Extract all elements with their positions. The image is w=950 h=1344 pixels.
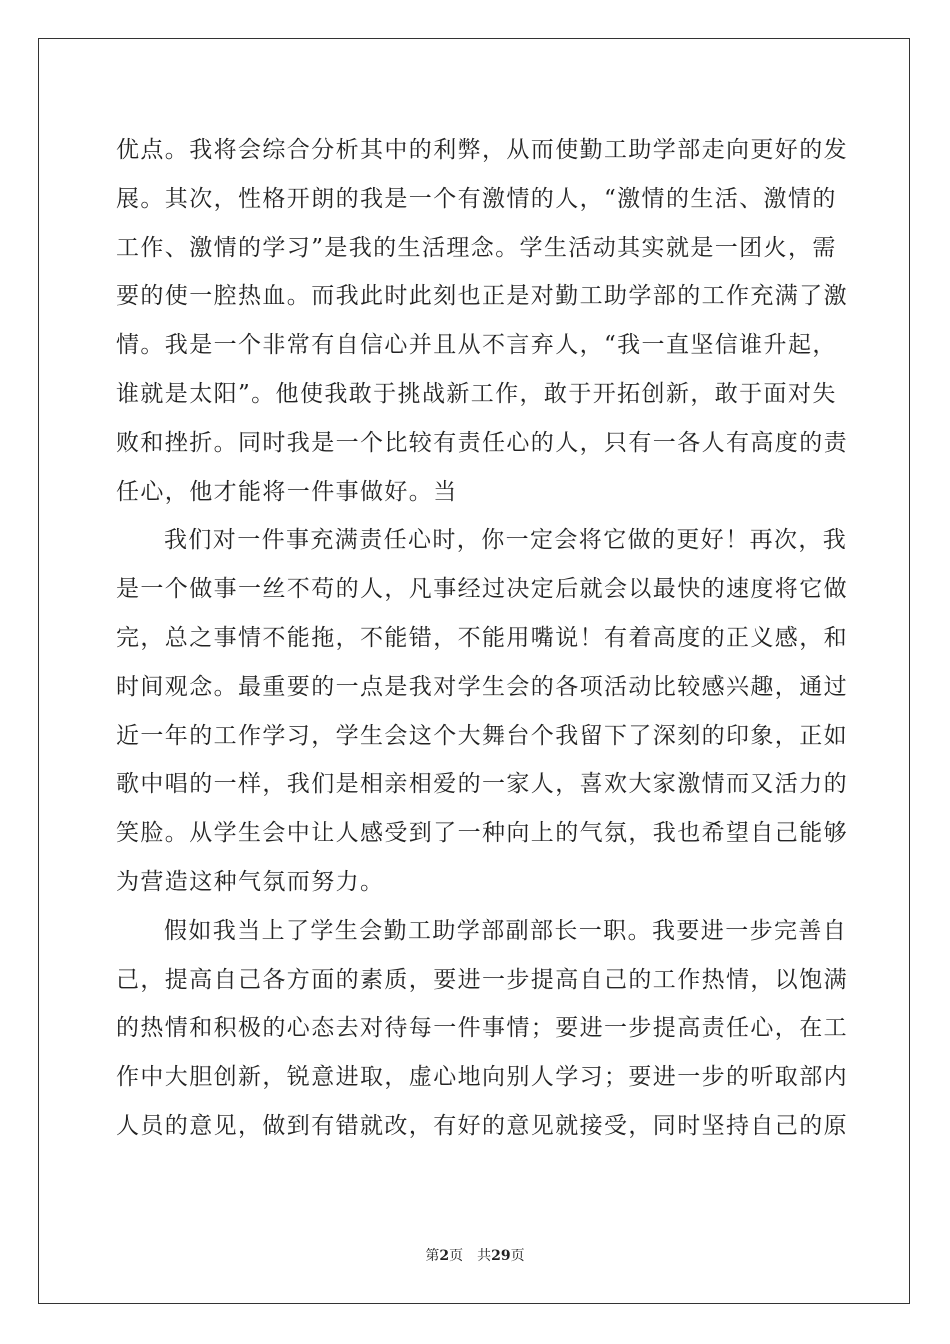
text-line: 为营造这种气氛而努力。 [116, 868, 385, 895]
text-line: 优点。我将会综合分析其中的利弊，从而使勤工助学部走向更好的发 [116, 137, 848, 163]
page-suffix: 页 [449, 1248, 464, 1264]
text-line: 谁就是太阳”。他使我敢于挑战新工作，敢于开拓创新，敢于面对失 [116, 380, 837, 407]
text-line: 己，提高自己各方面的素质，要进一步提高自己的工作热情，以饱满 [116, 966, 848, 993]
page-footer [0, 1246, 950, 1266]
total-prefix: 共 [477, 1248, 492, 1264]
text-line: 工作、激情的学习”是我的生活理念。学生活动其实就是一团火，需 [116, 234, 837, 261]
text-line: 的热情和积极的心态去对待每一件事情；要进一步提高责任心，在工 [116, 1015, 848, 1042]
paragraph-start-line: 假如我当上了学生会勤工助学部副部长一职。我要进一步完善自 [164, 917, 848, 944]
text-line: 展。其次，性格开朗的我是一个有激情的人，“激情的生活、激情的 [116, 185, 837, 212]
text-line: 近一年的工作学习，学生会这个大舞台个我留下了深刻的印象，正如 [116, 722, 848, 749]
text-line: 笑脸。从学生会中让人感受到了一种向上的气氛，我也希望自己能够 [116, 820, 848, 847]
text-line: 是一个做事一丝不苟的人，凡事经过决定后就会以最快的速度将它做 [116, 576, 848, 603]
total-suffix: 页 [510, 1248, 525, 1264]
document-body [116, 126, 848, 1151]
text-line: 歌中唱的一样，我们是相亲相爱的一家人，喜欢大家激情而又活力的 [116, 771, 848, 798]
total-pages: 29 [491, 1248, 511, 1264]
text-line: 任心，他才能将一件事做好。当 [116, 478, 458, 505]
text-line: 要的使一腔热血。而我此时此刻也正是对勤工助学部的工作充满了激 [116, 283, 848, 310]
text-line: 人员的意见，做到有错就改，有好的意见就接受，同时坚持自己的原 [116, 1112, 848, 1139]
paragraph-start-line: 我们对一件事充满责任心时，你一定会将它做的更好！再次，我 [164, 527, 848, 554]
page-number: 2 [439, 1248, 450, 1264]
text-line: 情。我是一个非常有自信心并且从不言弃人，“我一直坚信谁升起， [116, 332, 837, 359]
text-line: 作中大胆创新，锐意进取，虚心地向别人学习；要进一步的听取部内 [116, 1064, 848, 1091]
text-line: 时间观念。最重要的一点是我对学生会的各项活动比较感兴趣，通过 [116, 673, 848, 700]
text-line: 完，总之事情不能拖，不能错，不能用嘴说！有着高度的正义感，和 [116, 624, 848, 651]
text-line: 败和挫折。同时我是一个比较有责任心的人，只有一各人有高度的责 [116, 429, 848, 456]
page-prefix: 第 [425, 1248, 440, 1264]
